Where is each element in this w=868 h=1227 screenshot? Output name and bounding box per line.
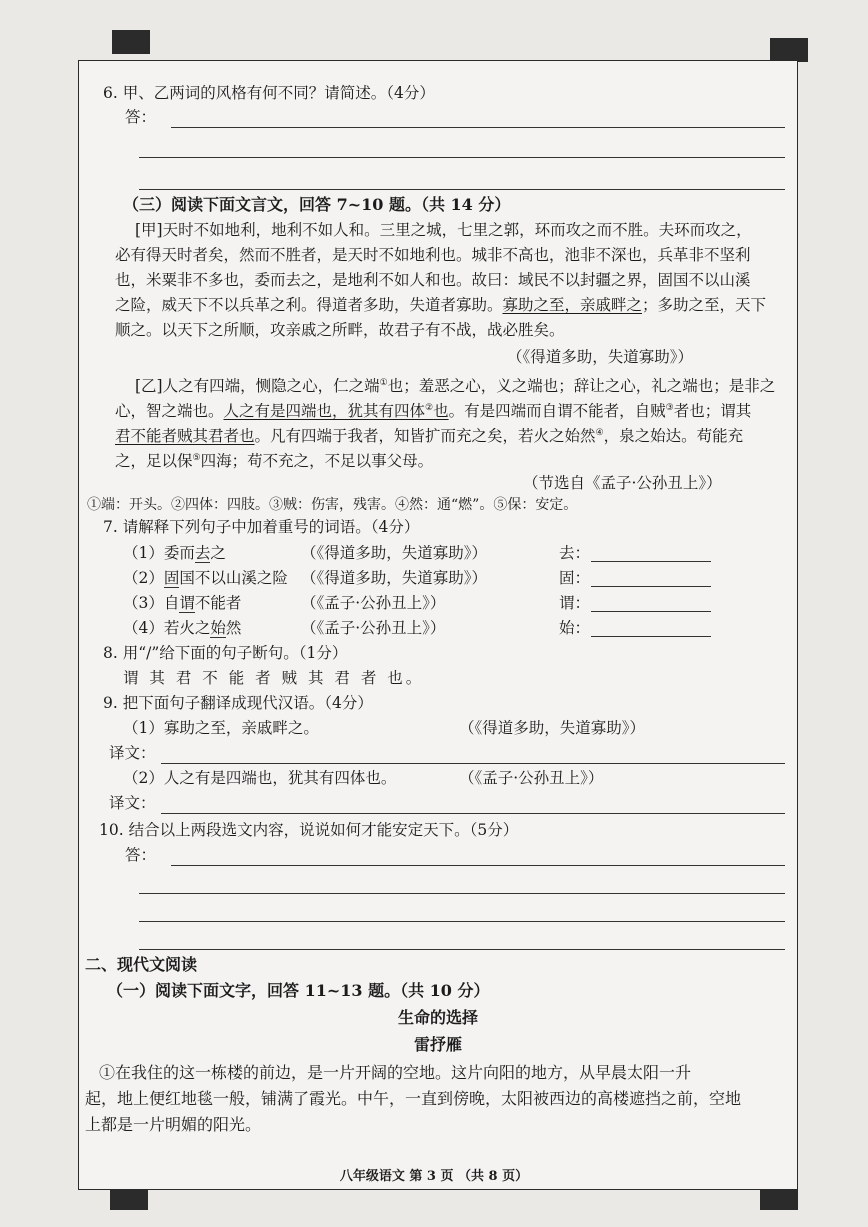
jia-line-4: 之险，威天下不以兵革之利。得道者多助，失道者寡助。寡助之至，亲戚畔之；多助之至，天下	[115, 296, 767, 314]
answer-line[interactable]	[171, 127, 785, 128]
answer-line[interactable]	[139, 893, 785, 894]
yi-source: （节选自《孟子·公孙丑上》）	[523, 474, 722, 492]
q7-item-2-source: （《得道多助，失道寡助》）	[301, 569, 488, 587]
question-8: 8. 用“/”给下面的句子断句。（1分）	[103, 644, 348, 662]
section-3-header: （三）阅读下面文言文，回答 7~10 题。（共 14 分）	[123, 195, 511, 214]
q7-item-4-label: 始：	[559, 619, 591, 637]
q9-sentence-1-source: （《得道多助，失道寡助》）	[459, 719, 646, 737]
yi-line-4: 之，足以保⑤四海；苟不充之，不足以事父母。	[115, 452, 434, 471]
q7-item-1-source: （《得道多助，失道寡助》）	[301, 544, 488, 562]
paragraph-1-line-3: 上都是一片明媚的阳光。	[85, 1115, 262, 1134]
question-7: 7. 请解释下列句子中加着重号的词语。（4分）	[103, 518, 420, 536]
article-title: 生命的选择	[397, 1008, 478, 1027]
q9-translation-label-2: 译文：	[109, 794, 156, 812]
part-2-subheader: （一）阅读下面文字，回答 11~13 题。（共 10 分）	[107, 981, 490, 1000]
footnotes: ①端：开头。②四体：四肢。③贼：伤害，残害。④然：通“燃”。⑤保：安定。	[87, 497, 578, 513]
yi-line-2: 心，智之端也。人之有是四端也，犹其有四体②也。有是四端而自谓不能者，自贼③者也；谓其	[115, 402, 752, 421]
emphasized-word: 去	[194, 544, 211, 562]
jia-line-5: 顺之。以天下之所顺，攻亲戚之所畔，故君子有不战，战必胜矣。	[115, 321, 565, 339]
jia-line-1: [甲]天时不如地利，地利不如人和。三里之城，七里之郭，环而攻之而不胜。夫环而攻之，	[135, 221, 752, 239]
q7-item-1-label: 去：	[559, 544, 591, 562]
page-footer: 八年级语文 第 3 页 （共 8 页）	[339, 1169, 529, 1184]
article-author: 雷抒雁	[413, 1035, 462, 1054]
q7-item-1: （1）委而去之	[123, 544, 226, 562]
paragraph-1-line-2: 起，地上便红地毯一般，铺满了霞光。中午，一直到傍晚，太阳被西边的高楼遮挡之前，空地	[85, 1089, 742, 1108]
paragraph-1-line-1: ①在我住的这一栋楼的前边，是一片开阔的空地。这片向阳的地方，从早晨太阳一升	[99, 1063, 692, 1082]
question-10: 10. 结合以上两段选文内容，说说如何才能安定天下。（5分）	[99, 821, 519, 839]
q7-item-3: （3）自谓不能者	[123, 594, 242, 612]
answer-line[interactable]	[171, 865, 785, 866]
translation-line[interactable]	[161, 813, 785, 814]
underlined-sentence: 君不能者贼其君者也	[115, 427, 255, 446]
emphasized-word: 谓	[179, 594, 195, 612]
q9-sentence-1: （1）寡助之至，亲戚畔之。	[123, 719, 319, 737]
q7-item-3-source: （《孟子·公孙丑上》）	[301, 594, 446, 612]
yi-line-3: 君不能者贼其君者也。凡有四端于我者，知皆扩而充之矣，若火之始然④，泉之始达。苟能充	[115, 427, 744, 446]
jia-source: （《得道多助，失道寡助》）	[507, 348, 694, 366]
q7-item-4: （4）若火之始然	[123, 619, 242, 637]
registration-mark-top-left	[112, 30, 150, 54]
q9-translation-label-1: 译文：	[109, 744, 156, 762]
q7-item-4-source: （《孟子·公孙丑上》）	[301, 619, 446, 637]
answer-line[interactable]	[591, 561, 711, 562]
exam-page	[78, 60, 798, 1190]
yi-line-1: [乙]人之有四端，恻隐之心，仁之端①也；羞恶之心，义之端也；辞让之心，礼之端也；是非之	[135, 377, 776, 396]
answer-line[interactable]	[591, 586, 711, 587]
answer-line[interactable]	[139, 921, 785, 922]
answer-label-q6: 答：	[125, 108, 157, 126]
part-2-header: 二、现代文阅读	[85, 955, 198, 974]
q7-item-2: （2）固国不以山溪之险	[123, 569, 288, 587]
question-6: 6. 甲、乙两词的风格有何不同？请简述。（4分）	[103, 84, 435, 102]
answer-label-q10: 答：	[125, 846, 157, 864]
emphasized-word: 始	[210, 619, 226, 637]
translation-line[interactable]	[161, 763, 785, 764]
jia-line-3: 也，米粟非不多也，委而去之，是地利不如人和也。故曰：域民不以封疆之界，固国不以山溪	[115, 271, 751, 289]
answer-line[interactable]	[139, 949, 785, 950]
answer-line[interactable]	[591, 611, 711, 612]
answer-line[interactable]	[139, 189, 785, 190]
answer-line[interactable]	[591, 636, 711, 637]
jia-line-2: 必有得天时者矣，然而不胜者，是天时不如地利也。城非不高也，池非不深也，兵革非不坚利	[115, 246, 751, 264]
underlined-sentence: 人之有是四端也，犹其有四体②也	[223, 402, 449, 421]
answer-line[interactable]	[139, 157, 785, 158]
q7-item-2-label: 固：	[559, 569, 591, 587]
emphasized-word: 固	[163, 569, 180, 587]
q9-sentence-2: （2）人之有是四端也，犹其有四体也。	[123, 769, 397, 787]
registration-mark-top-right	[770, 38, 808, 62]
underlined-phrase: 寡助之至，亲戚畔之	[502, 296, 643, 314]
question-9: 9. 把下面句子翻译成现代汉语。（4分）	[103, 694, 373, 712]
q8-sentence: 谓 其 君 不 能 者 贼 其 君 者 也。	[123, 669, 425, 687]
q9-sentence-2-source: （《孟子·公孙丑上》）	[459, 769, 604, 787]
q7-item-3-label: 谓：	[559, 594, 591, 612]
